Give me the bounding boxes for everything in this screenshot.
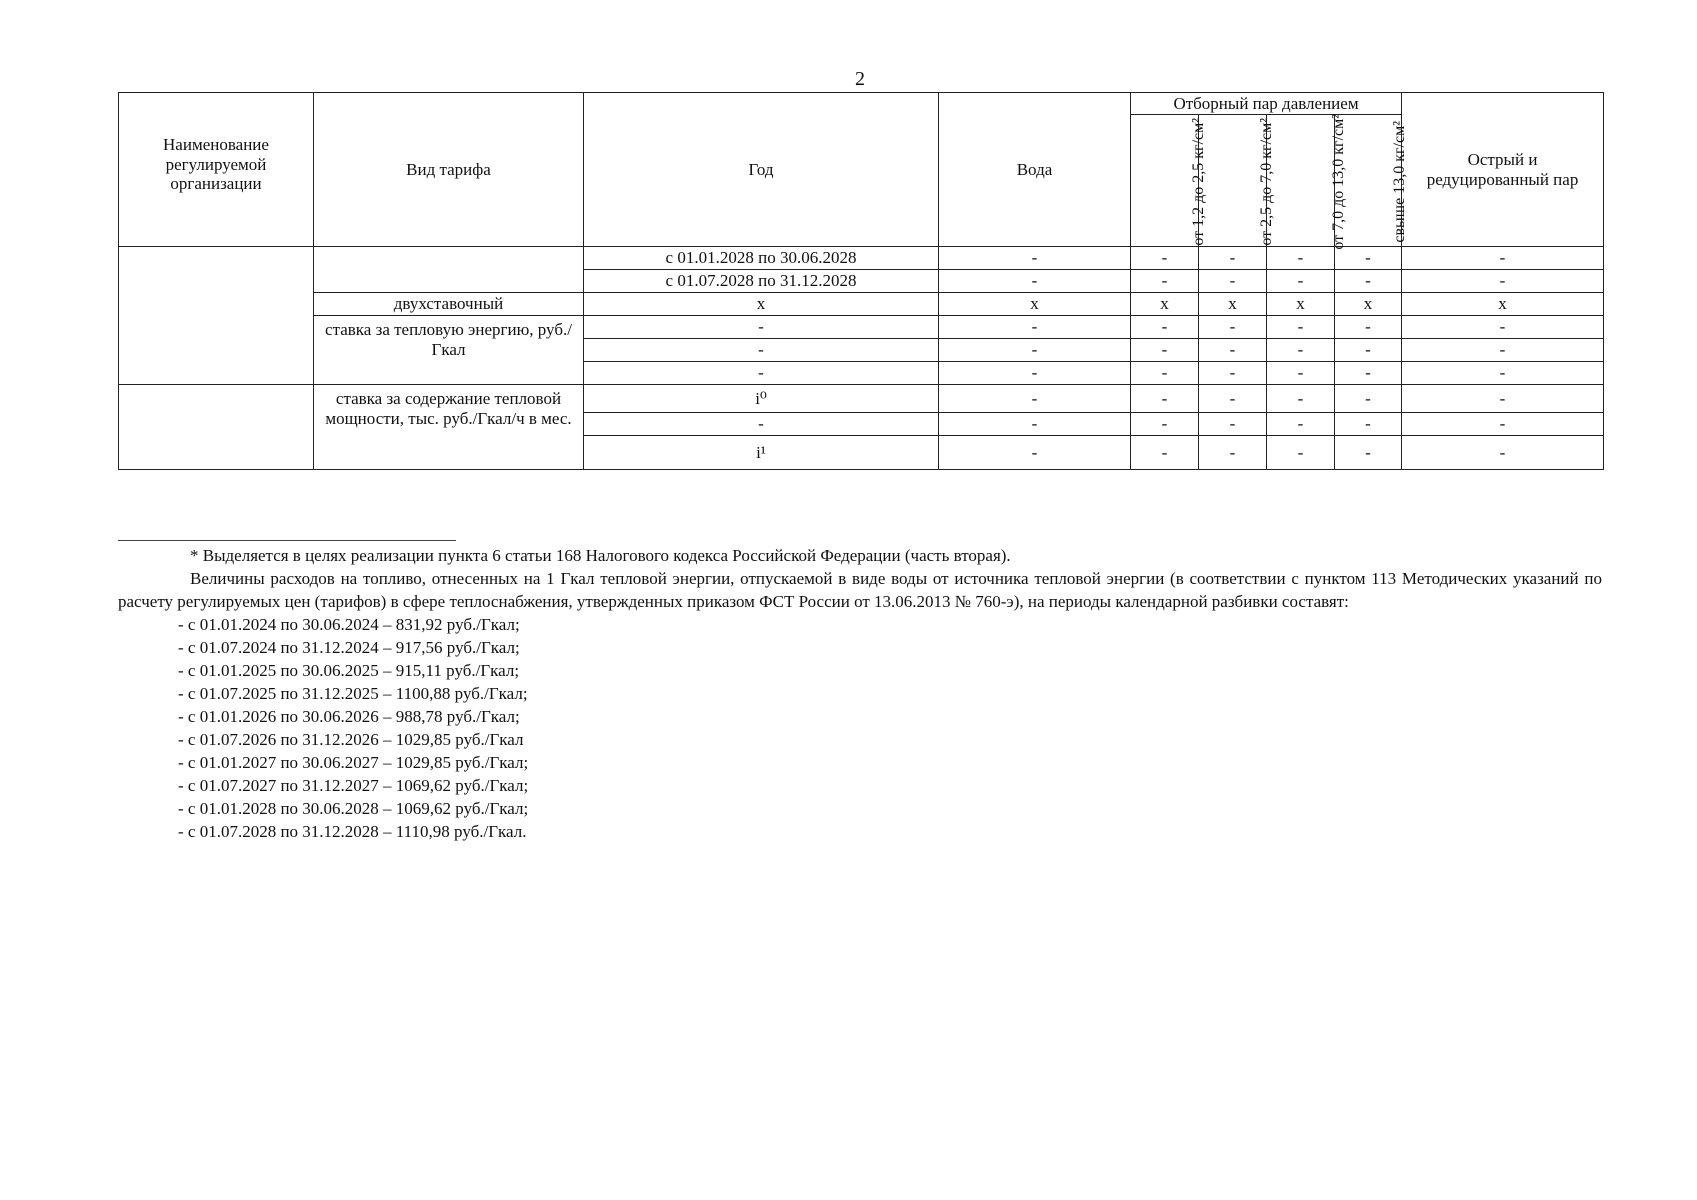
value-cell: - [1267,339,1335,362]
value-cell: - [1199,270,1267,293]
value-cell: - [939,247,1131,270]
value-cell: - [1335,362,1402,385]
footnote-separator [118,540,456,541]
value-cell: - [939,316,1131,339]
header-steam-group: Отборный пар давлением [1131,93,1402,115]
list-item: - с 01.07.2024 по 31.12.2024 – 917,56 руб./Гкал; [178,638,520,657]
list-item: - с 01.01.2028 по 30.06.2028 – 1069,62 руб./Гкал; [178,799,529,818]
value-cell: - [1335,316,1402,339]
value-cell: x [1267,293,1335,316]
value-cell: - [939,339,1131,362]
list-item: - с 01.07.2027 по 31.12.2027 – 1069,62 руб./Гкал; [178,776,529,795]
value-cell: x [939,293,1131,316]
year-cell: - [584,413,939,436]
table-row [119,316,1604,339]
table-row [119,247,1604,270]
value-cell: - [1131,385,1199,413]
value-cell: - [1131,436,1199,470]
value-cell: - [1402,270,1604,293]
value-cell: - [1199,413,1267,436]
header-water: Вода [939,93,1131,247]
value-cell: - [1402,413,1604,436]
value-cell: - [1267,413,1335,436]
fuel-cost-list [118,613,1602,843]
value-cell: - [1199,316,1267,339]
list-item: - с 01.01.2027 по 30.06.2027 – 1029,85 руб./Гкал; [178,753,529,772]
table-row [119,385,1604,413]
list-item: - с 01.07.2025 по 31.12.2025 – 1100,88 руб./Гкал; [178,684,528,703]
tariff-table [118,92,1604,470]
year-cell: i⁰ [584,385,939,413]
value-cell: - [1402,436,1604,470]
year-cell: - [584,316,939,339]
value-cell: - [939,413,1131,436]
value-cell: - [1402,362,1604,385]
tariff-type-cell [314,247,584,293]
value-cell: - [1267,316,1335,339]
list-item: - с 01.01.2025 по 30.06.2025 – 915,11 руб./Гкал; [178,661,520,680]
header-sharp-steam: Острый и редуцированный пар [1402,93,1604,247]
notes-section [118,544,1602,843]
value-cell: - [939,385,1131,413]
value-cell: - [1199,436,1267,470]
tariff-type-cell: ставка за содержание тепловой мощности, тыс. руб./Гкал/ч в мес. [314,385,584,470]
value-cell: - [1131,270,1199,293]
header-pressure-4: свыше 13,0 кг/см² [1335,115,1402,247]
value-cell: - [1267,247,1335,270]
value-cell: - [1335,436,1402,470]
fuel-cost-paragraph: Величины расходов на топливо, отнесенных на 1 Гкал тепловой энергии, отпускаемой в виде воды от источника тепловой энергии (в соответствии с пунктом 113 Методических указаний по расчету регулируемых цен (тарифов) в сфере теплоснабжения, утвержденных приказом ФСТ России от 13.06.2013 № 760-э), на периоды календарной разбивки составят: [118,569,1602,611]
header-tariff-type: Вид тарифа [314,93,584,247]
list-item: - с 01.07.2026 по 31.12.2026 – 1029,85 руб./Гкал [178,730,524,749]
value-cell: - [939,436,1131,470]
value-cell: - [939,270,1131,293]
value-cell: x [584,293,939,316]
value-cell: - [1131,316,1199,339]
value-cell: - [1267,385,1335,413]
value-cell: - [1131,413,1199,436]
value-cell: - [1402,316,1604,339]
value-cell: - [1199,247,1267,270]
value-cell: - [1267,270,1335,293]
value-cell: - [939,362,1131,385]
value-cell: - [1199,339,1267,362]
value-cell: x [1199,293,1267,316]
value-cell: - [1267,362,1335,385]
value-cell: - [1335,385,1402,413]
value-cell: x [1402,293,1604,316]
value-cell: - [1267,436,1335,470]
value-cell: - [1199,362,1267,385]
table-row [119,293,1604,316]
value-cell: - [1335,247,1402,270]
footnote: * Выделяется в целях реализации пункта 6 статьи 168 Налогового кодекса Российской Федерации (часть вторая). [190,546,1011,565]
value-cell: - [1335,413,1402,436]
page-number: 2 [855,68,865,90]
value-cell: - [1131,247,1199,270]
header-year: Год [584,93,939,247]
value-cell: - [1402,247,1604,270]
header-pressure-1: от 1,2 до 2,5 кг/см² [1131,115,1199,247]
value-cell: - [1131,362,1199,385]
value-cell: - [1335,339,1402,362]
tariff-type-cell: двухставочный [314,293,584,316]
year-cell: - [584,339,939,362]
value-cell: - [1131,339,1199,362]
header-org: Наименование регулируемой организации [119,93,314,247]
value-cell: - [1402,339,1604,362]
list-item: - с 01.07.2028 по 31.12.2028 – 1110,98 руб./Гкал. [178,822,527,841]
header-pressure-3: от 7,0 до 13,0 кг/см² [1267,115,1335,247]
year-cell: с 01.07.2028 по 31.12.2028 [584,270,939,293]
value-cell: x [1335,293,1402,316]
value-cell: - [1199,385,1267,413]
org-cell [119,247,314,385]
value-cell: - [1335,270,1402,293]
year-cell: с 01.01.2028 по 30.06.2028 [584,247,939,270]
value-cell: x [1131,293,1199,316]
year-cell: i¹ [584,436,939,470]
year-cell: - [584,362,939,385]
list-item: - с 01.01.2026 по 30.06.2026 – 988,78 руб./Гкал; [178,707,520,726]
list-item: - с 01.01.2024 по 30.06.2024 – 831,92 руб./Гкал; [178,615,520,634]
tariff-type-cell: ставка за тепловую энергию, руб./Гкал [314,316,584,385]
org-cell [119,385,314,470]
header-pressure-2: от 2,5 до 7,0 кг/см² [1199,115,1267,247]
value-cell: - [1402,385,1604,413]
